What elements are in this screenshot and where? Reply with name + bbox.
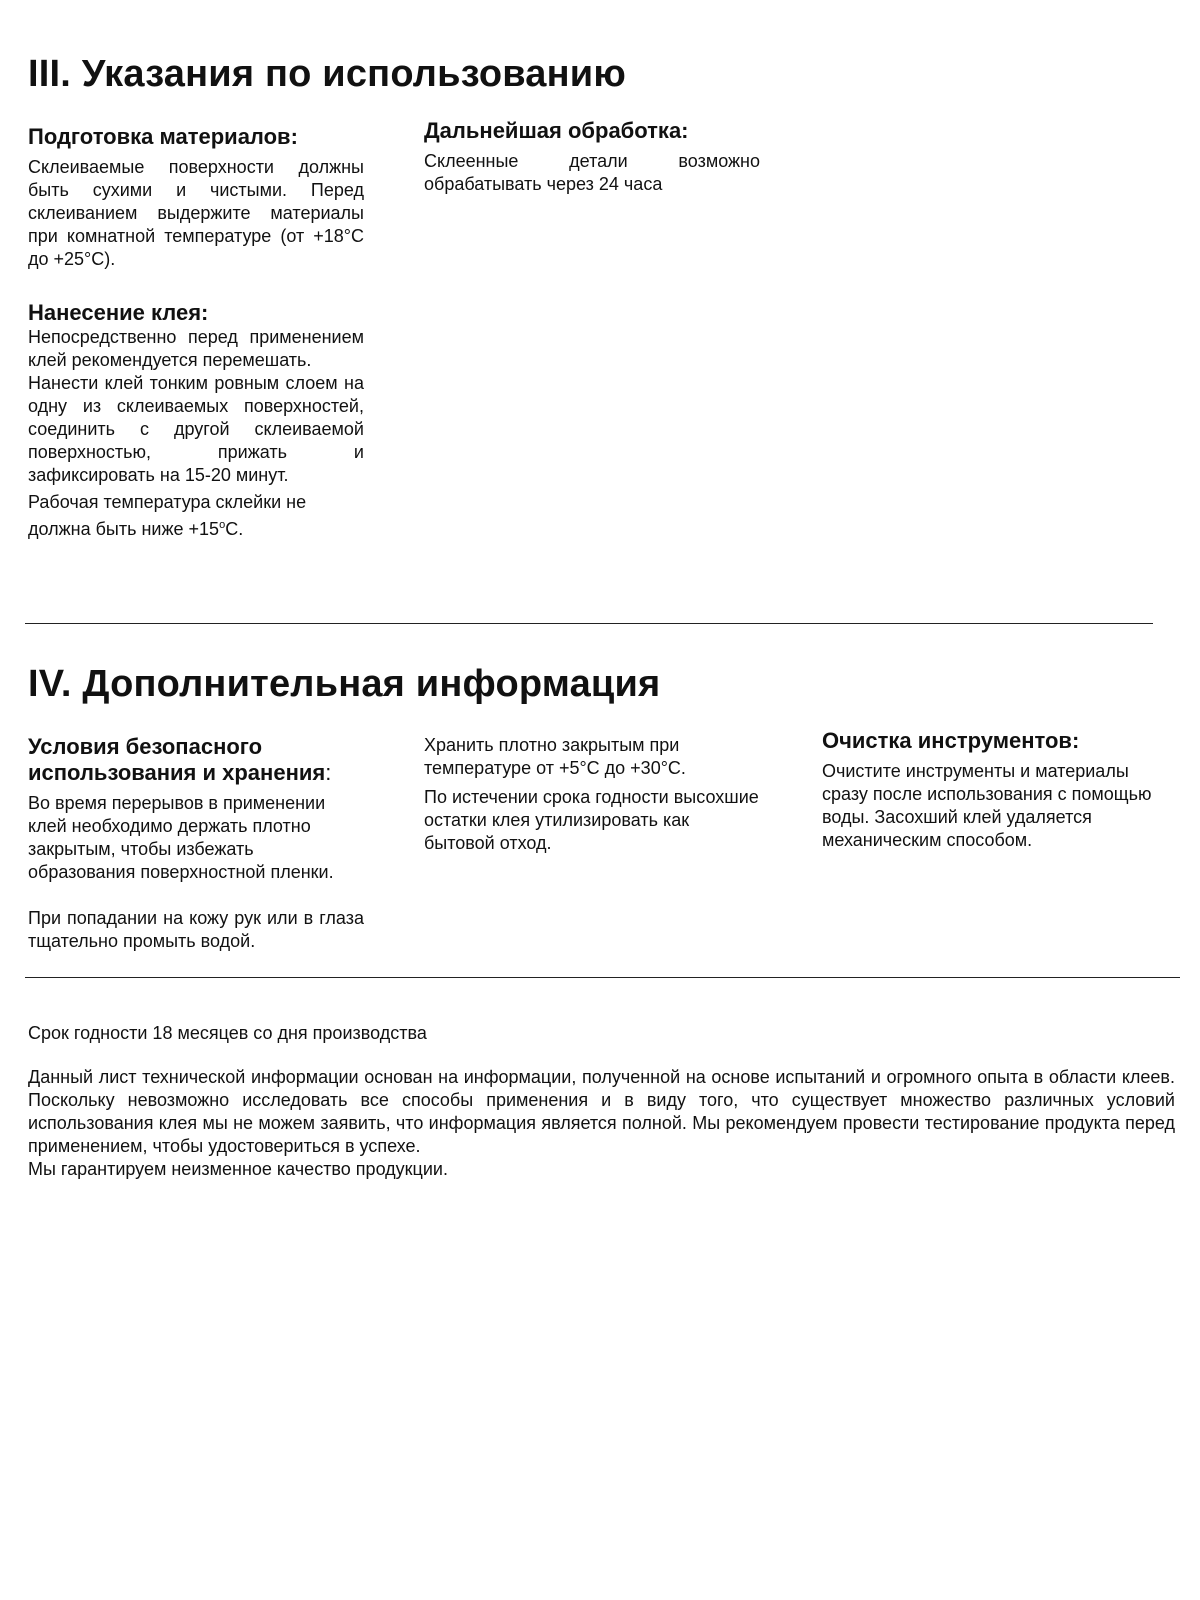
further-block <box>424 118 760 196</box>
cleaning-text: Очистите инструменты и материалы сразу после использования с помощью воды. Засохший клей удаляется механическим способом. <box>822 761 1152 850</box>
disclaimer: Данный лист технической информации основан на информации, полученной на основе испытаний и огромного опыта в области клеев. Поскольку невозможно исследовать все способы применения и в виду того, что существует множество различных условий использования клея мы не можем заявить, что информация является полной. Мы рекомендуем провести тестирование продукта перед применением, чтобы удостовериться в успехе. <box>28 1067 1175 1156</box>
apply-text-3-sup: о <box>219 519 226 531</box>
apply-text-1: Непосредственно перед применением клей рекомендуется перемешать. <box>28 327 364 370</box>
apply-text-2: Нанести клей тонким ровным слоем на одну из склеиваемых поверхностей, соединить с другой склеиваемой поверхностью, прижать и зафиксировать на 15-20 минут. <box>28 373 364 485</box>
cleaning-heading: Очистка инструментов: <box>822 728 1080 753</box>
prep-heading: Подготовка материалов: <box>28 124 298 149</box>
apply-block <box>28 300 364 541</box>
apply-text-3-main: Рабочая температура склейки не должна быть ниже +15 <box>28 492 307 539</box>
safety-text-1: Во время перерывов в применении клей необходимо держать плотно закрытым, чтобы избежать образования поверхностной пленки. <box>28 793 334 882</box>
divider-2 <box>25 977 1180 978</box>
safety-heading-suffix: : <box>325 760 332 785</box>
section-3-title: III. Указания по использованию <box>28 53 627 95</box>
shelf-life: Срок годности 18 месяцев со дня производства <box>28 1023 427 1043</box>
apply-text-3-end: С. <box>225 519 244 539</box>
cleaning-block <box>822 728 1152 852</box>
prep-text: Склеиваемые поверхности должны быть сухими и чистыми. Перед склеиванием выдержите материалы при комнатной температуре (от +18°С до +25°С). <box>28 157 364 269</box>
guarantee: Мы гарантируем неизменное качество продукции. <box>28 1159 448 1179</box>
safety-text-2: При попадании на кожу рук или в глаза тщательно промыть водой. <box>28 908 364 951</box>
safety-block <box>28 734 364 953</box>
apply-heading: Нанесение клея: <box>28 300 209 325</box>
safety-heading <box>28 734 364 786</box>
prep-block <box>28 124 364 271</box>
section-4-title: IV. Дополнительная информация <box>28 663 661 705</box>
storage-text-2: По истечении срока годности высохшие остатки клея утилизировать как бытовой отход. <box>424 787 759 853</box>
safety-heading-text: Условия безопасного использования и хранения <box>28 734 326 785</box>
divider-1 <box>25 623 1153 624</box>
footer-block <box>28 1022 1175 1181</box>
storage-block <box>424 734 764 855</box>
further-text: Склеенные детали возможно обрабатывать через 24 часа <box>424 151 760 194</box>
further-heading: Дальнейшая обработка: <box>424 118 689 143</box>
apply-text-3 <box>28 491 364 541</box>
storage-text-1: Хранить плотно закрытым при температуре от +5°С до +30°С. <box>424 735 686 778</box>
